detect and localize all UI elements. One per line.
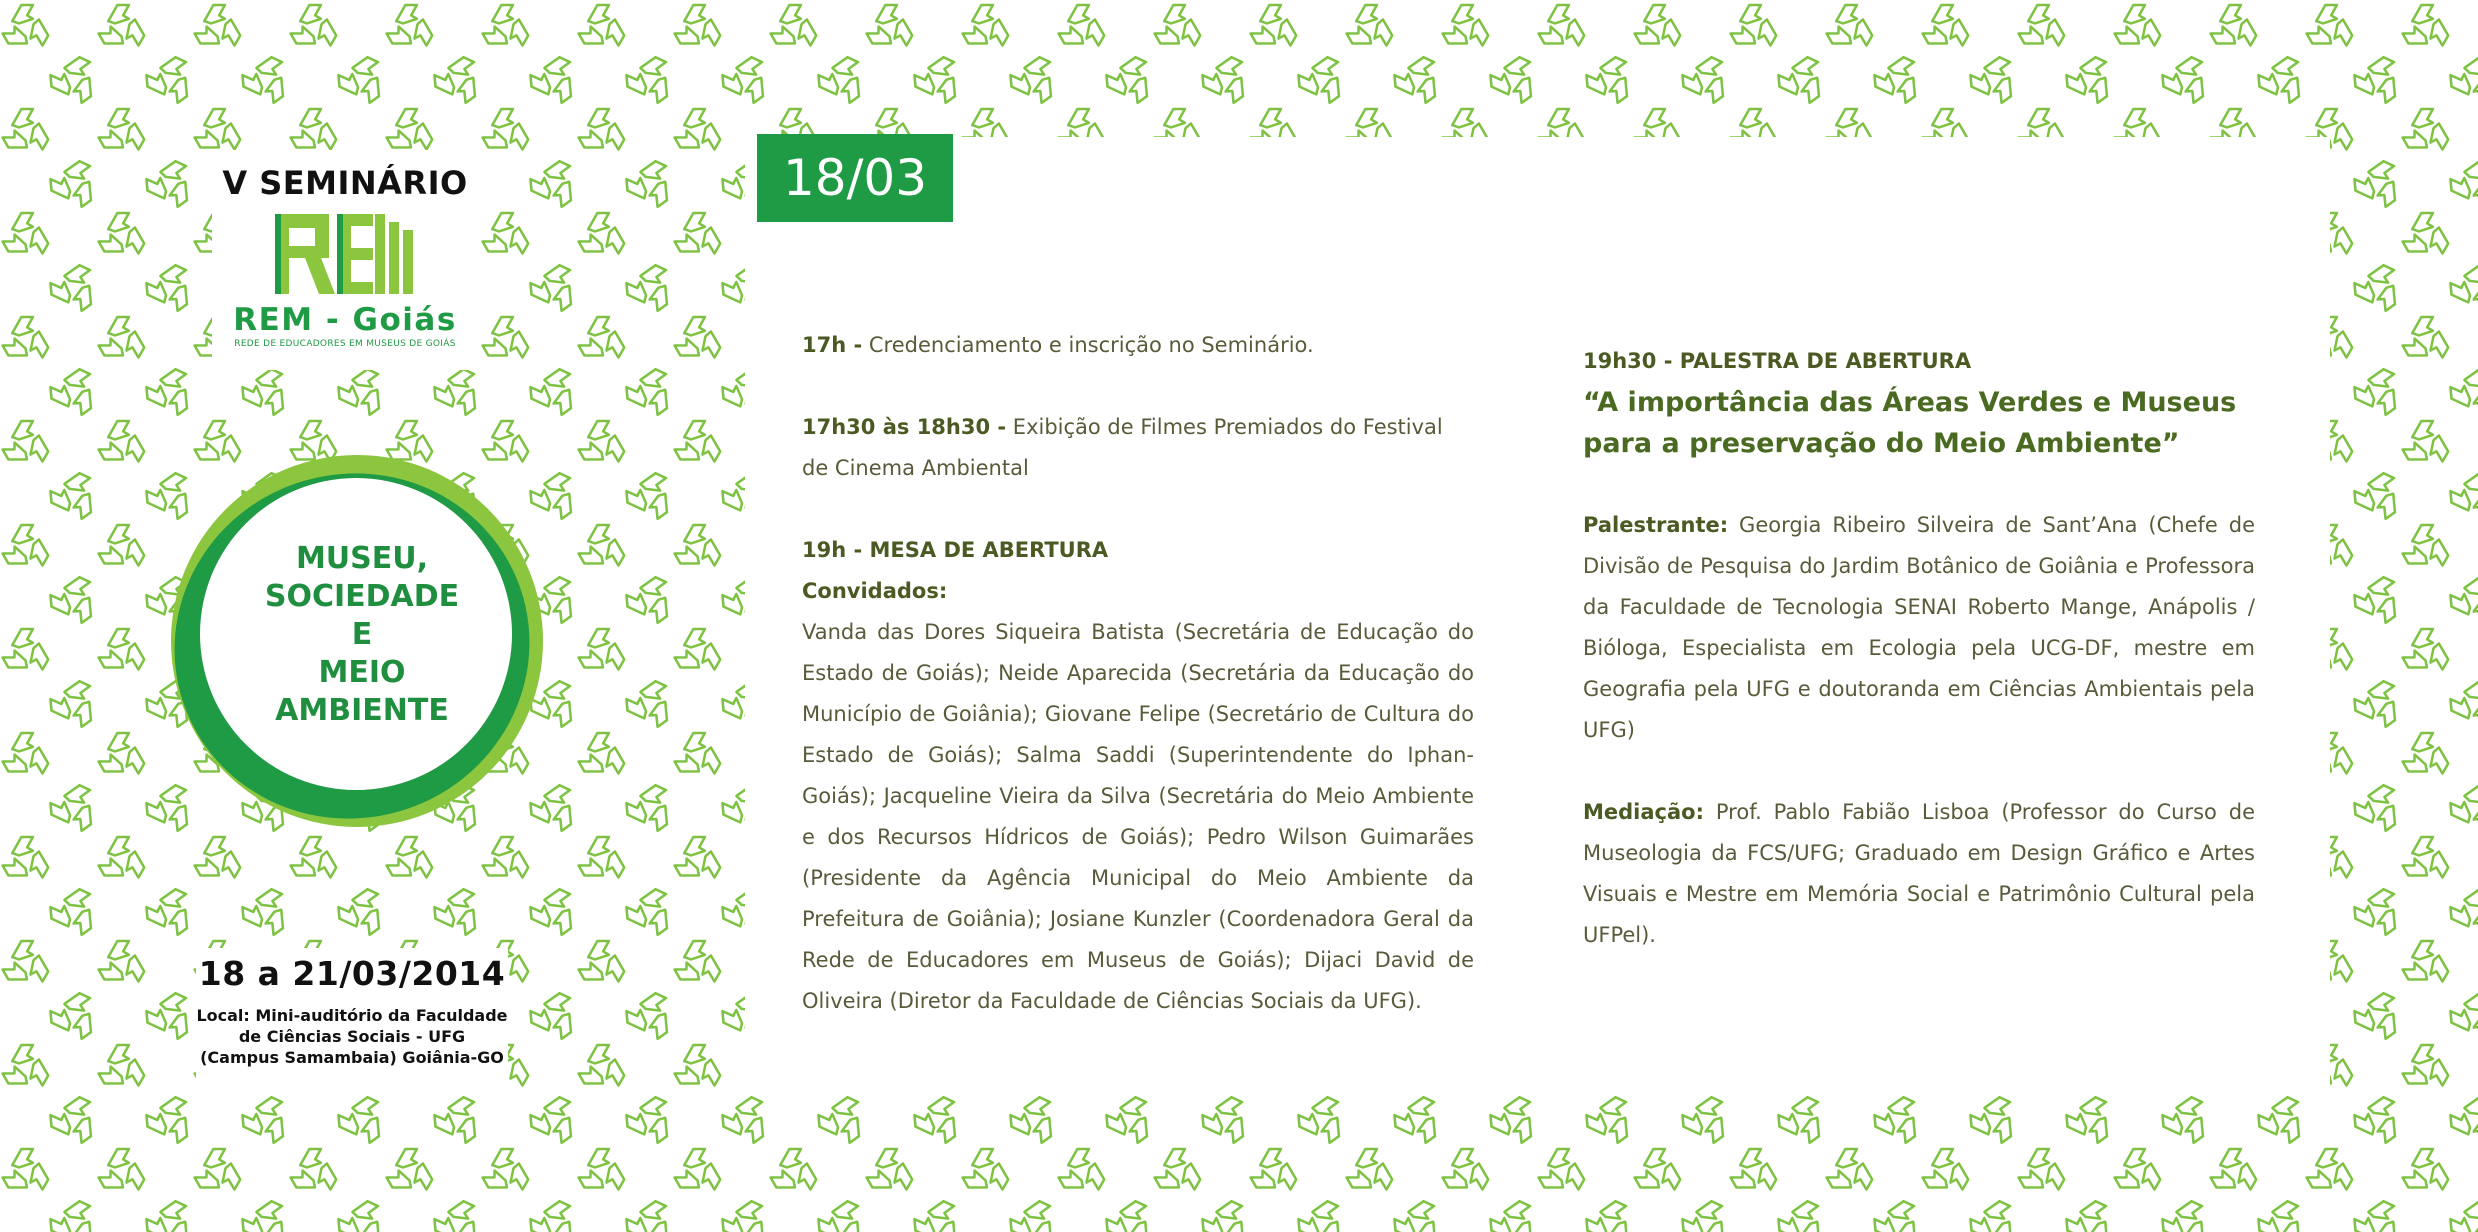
theme-line: E xyxy=(351,617,373,652)
schedule-time: 17h30 às 18h30 - xyxy=(802,415,1007,439)
theme-line: MUSEU, xyxy=(295,541,429,576)
schedule-item-credentialing xyxy=(802,325,1474,366)
day-label: 18/03 xyxy=(757,134,953,222)
schedule-time: 17h - xyxy=(802,333,863,357)
org-name: REM - Goiás xyxy=(233,302,457,338)
theme-line: AMBIENTE xyxy=(275,693,449,728)
theme-line: MEIO xyxy=(318,655,406,690)
event-location xyxy=(196,1005,508,1068)
speaker-label: Palestrante: xyxy=(1583,513,1729,537)
talk-title: “A importância das Áreas Verdes e Museus para a preservação do Meio Ambiente” xyxy=(1583,387,2237,459)
speaker-text: Georgia Ribeiro Silveira de Sant’Ana (Chefe de Divisão de Pesquisa do Jardim Botânico de Goiânia e Professora da Faculdade de Tecnologia SENAI Roberto Mange, Anápolis / Bióloga, Especialista em Ecologia pela UCG-DF, mestre em Geografia pela UFG e doutoranda em Ciências Ambientais pela UFG) xyxy=(1583,513,2255,742)
schedule-text: Credenciamento e inscrição no Seminário. xyxy=(862,333,1314,357)
location-line: Local: Mini-auditório da Faculdade xyxy=(196,1006,508,1025)
org-subtitle: REDE DE EDUCADORES EM MUSEUS DE GOIÁS xyxy=(234,339,456,349)
theme-text xyxy=(212,540,512,730)
rem-logo-icon xyxy=(265,208,425,300)
schedule-right-column xyxy=(1583,341,2255,956)
guests-list: Vanda das Dores Siqueira Batista (Secretária de Educação do Estado de Goiás); Neide Aparecida (Secretária da Educação do Município de Goiânia); Giovane Felipe (Secretário de Cultura do Estado de Goiás); Salma Saddi (Superintendente do Iphan-Goiás); Jacqueline Vieira da Silva (Secretária do Meio Ambiente e dos Recursos Hídricos de Goiás); Pedro Wilson Guimarães (Presidente da Agência Municipal do Meio Ambiente da Prefeitura de Goiânia); Josiane Kunzler (Coordenadora Geral da Rede de Educadores em Museus de Goiás); Dijaci David de Oliveira (Diretor da Faculdade de Ciências Sociais da UFG). xyxy=(802,620,1474,1013)
mediation-label: Mediação: xyxy=(1583,800,1704,824)
seminar-title: V SEMINÁRIO xyxy=(222,164,468,202)
talk-heading: 19h30 - PALESTRA DE ABERTURA xyxy=(1583,349,1972,373)
sidebar xyxy=(0,0,720,1232)
mediation-info xyxy=(1583,792,2255,956)
event-dates: 18 a 21/03/2014 xyxy=(198,954,506,993)
schedule-subheading: Convidados: xyxy=(802,579,948,603)
event-info-card xyxy=(196,948,508,1094)
schedule-left-column xyxy=(802,325,1474,1022)
speaker-info xyxy=(1583,505,2255,751)
location-line: de Ciências Sociais - UFG xyxy=(238,1027,466,1046)
schedule-item-films xyxy=(802,407,1474,489)
schedule-heading: 19h - MESA DE ABERTURA xyxy=(802,538,1109,562)
mediation-text: Prof. Pablo Fabião Lisboa (Professor do Curso de Museologia da FCS/UFG; Graduado em Design Gráfico e Artes Visuais e Mestre em Memória Social e Patrimônio Cultural pela UFPel). xyxy=(1583,800,2255,947)
logo-card xyxy=(212,150,478,370)
location-line: (Campus Samambaia) Goiânia-GO xyxy=(200,1048,504,1067)
theme-line: SOCIEDADE xyxy=(264,579,460,614)
schedule-text: Exibição de Filmes Premiados do Festival de Cinema Ambiental xyxy=(802,415,1443,480)
